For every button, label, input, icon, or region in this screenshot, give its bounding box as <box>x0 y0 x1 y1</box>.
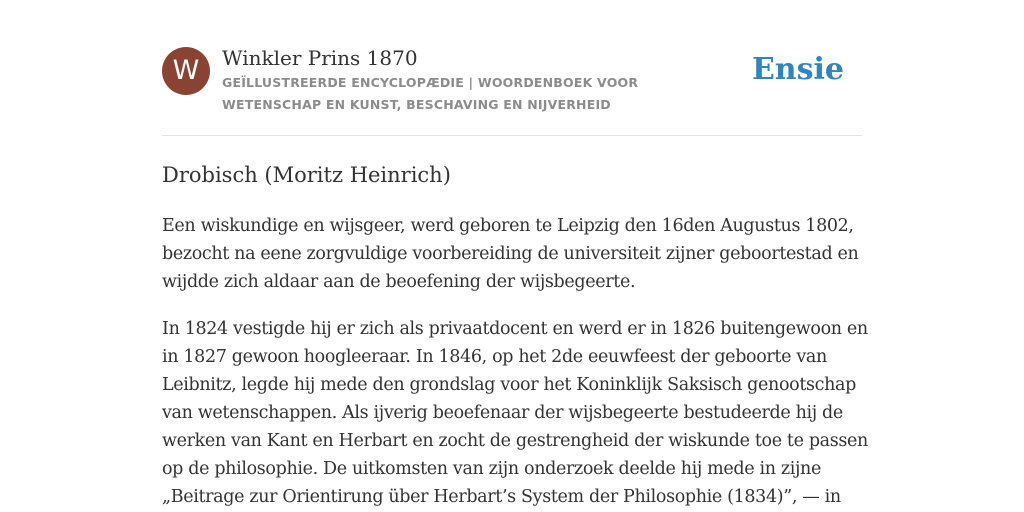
header-divider <box>162 135 862 136</box>
source-subtitle: GEÏLLUSTREERDE ENCYCLOPÆDIE | WOORDENBOEK VOOR WETENSCHAP EN KUNST, BESCHAVING EN NIJVERHEID <box>222 75 639 112</box>
article-paragraph: Een wiskundige en wijsgeer, werd geboren te Leipzig den 16den Augustus 1802, bezocht na eene zorgvuldige voorbereiding de universiteit zijner geboortestad en wijdde zich aldaar aan de beoefening der wijsbegeerte. <box>162 216 859 292</box>
article-title: Drobisch (Moritz Heinrich) <box>162 163 451 187</box>
article-body <box>162 212 872 512</box>
article-paragraph: In 1824 vestigde hij er zich als privaatdocent en werd er in 1826 buitengewoon en in 1827 gewoon hoogleeraar. In 1846, op het 2de eeuwfeest der geboorte van Leibnitz, legde hij mede den grondslag voor het Koninklijk Saksisch genootschap van wetenschappen. Als ijverig beoefenaar der wijsbegeerte bestudeerde hij de werken van Kant en Herbart en zocht de gestrengheid der wiskunde toe te passen op de philosophie. De uitkomsten van zijn onderzoek deelde hij mede in zijne „Beitrage zur Orientirung über Herbart’s System der Philosophie (1834)”, — in <box>162 319 868 507</box>
source-title[interactable]: Winkler Prins 1870 <box>222 46 418 70</box>
ensie-logo[interactable]: Ensie <box>751 52 844 87</box>
header <box>162 46 862 136</box>
source-avatar[interactable]: W <box>162 47 210 95</box>
